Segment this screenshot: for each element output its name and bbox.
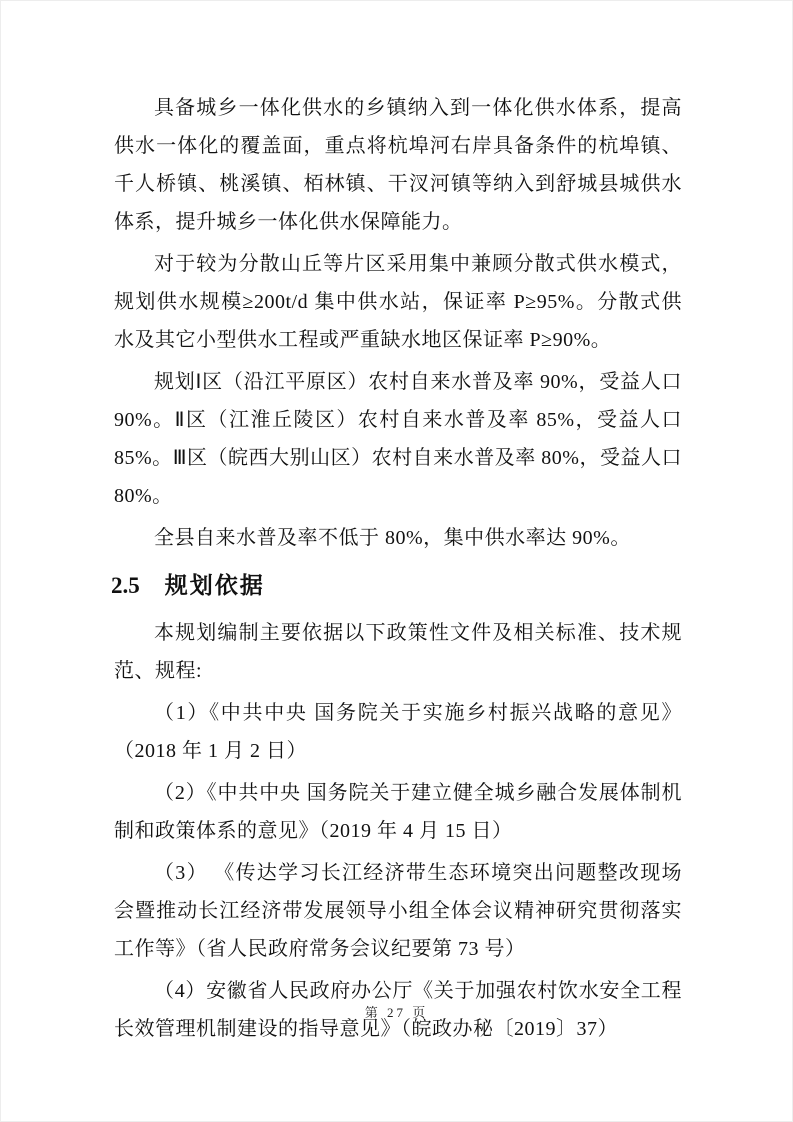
reference-item-1: （1）《中共中央 国务院关于实施乡村振兴战略的意见》（2018 年 1 月 2 日） xyxy=(114,702,682,762)
reference-item-4: （4）安徽省人民政府办公厅《关于加强农村饮水安全工程长效管理机制建设的指导意见》（皖政办秘〔2019〕37） xyxy=(114,980,682,1040)
section-number: 2.5 xyxy=(111,573,140,598)
paragraph-decentralized-supply: 对于较为分散山丘等片区采用集中兼顾分散式供水模式，规划供水规模≥200t/d 集中供水站，保证率 P≥95%。分散式供水及其它小型供水工程或严重缺水地区保证率 P≥90%。 xyxy=(114,253,682,351)
page-number: 第 27 页 xyxy=(364,1005,429,1020)
section-title: 规划依据 xyxy=(164,572,265,598)
section-heading xyxy=(111,569,682,602)
reference-item-2: （2）《中共中央 国务院关于建立健全城乡融合发展体制机制和政策体系的意见》（2019 年 4 月 15 日） xyxy=(114,782,682,842)
paragraph-county-coverage: 全县自来水普及率不低于 80%，集中供水率达 90%。 xyxy=(154,527,631,549)
reference-item-3: （3） 《传达学习长江经济带生态环境突出问题整改现场会暨推动长江经济带发展领导小组全体会议精神研究贯彻落实工作等》（省人民政府常务会议纪要第 73 号） xyxy=(114,862,682,960)
paragraph-zone-coverage: 规划Ⅰ区（沿江平原区）农村自来水普及率 90%，受益人口 90%。Ⅱ区（江淮丘陵区）农村自来水普及率 85%，受益人口 85%。Ⅲ区（皖西大别山区）农村自来水普及率 80%，受益人口 80%。 xyxy=(114,371,682,507)
paragraph-basis-intro: 本规划编制主要依据以下政策性文件及相关标准、技术规范、规程: xyxy=(114,622,682,682)
paragraph-integrated-supply: 具备城乡一体化供水的乡镇纳入到一体化供水体系，提高供水一体化的覆盖面，重点将杭埠河右岸具备条件的杭埠镇、千人桥镇、桃溪镇、栢林镇、干汊河镇等纳入到舒城县城供水体系，提升城乡一体化供水保障能力。 xyxy=(114,97,682,233)
